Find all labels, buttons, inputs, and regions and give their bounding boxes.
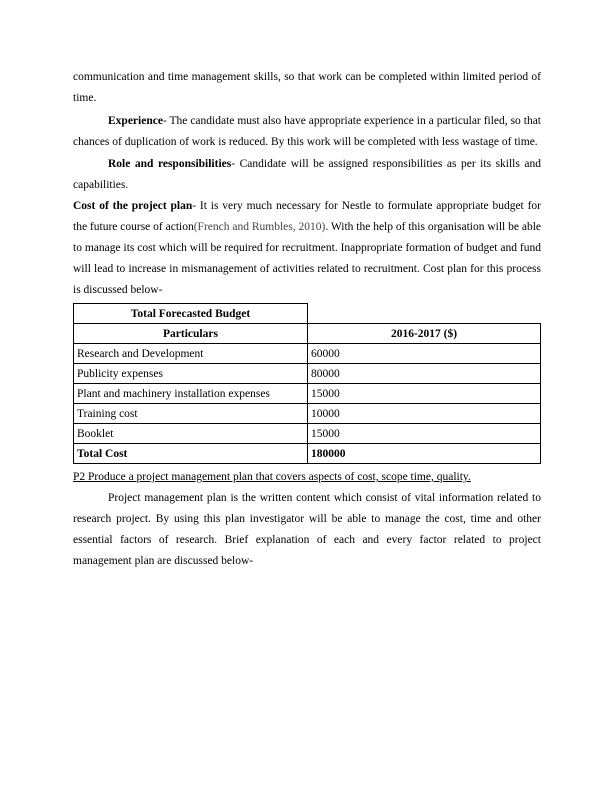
experience-text: - The candidate must also have appropriate experience in a particular filed, so that chances of duplication of work is reduced. By this work will be completed with less wastage of time. <box>73 115 541 148</box>
paragraph-role <box>73 154 541 196</box>
document-page <box>73 67 541 572</box>
row-amount: 15000 <box>308 424 541 444</box>
table-row <box>74 364 541 384</box>
row-item: Booklet <box>74 424 308 444</box>
table-row <box>74 384 541 404</box>
row-amount: 15000 <box>308 384 541 404</box>
paragraph-experience <box>73 111 541 153</box>
role-label: Role and responsibilities <box>108 158 232 170</box>
row-item: Publicity expenses <box>74 364 308 384</box>
paragraph-skills: communication and time management skills, so that work can be completed within limited period of time. <box>73 71 541 104</box>
table-header-row <box>74 324 541 344</box>
section-heading: P2 Produce a project management plan that covers aspects of cost, scope time, quality. <box>73 471 471 483</box>
paragraph-cost-plan <box>73 196 541 301</box>
paragraph-project-management: Project management plan is the written content which consist of vital information related to research project. By using this plan investigator will be able to manage the cost, time and other essential factors of research. Brief explanation of each and every factor related to project management plan are discussed below- <box>73 492 541 567</box>
row-item: Plant and machinery installation expenses <box>74 384 308 404</box>
row-item: Training cost <box>74 404 308 424</box>
cost-plan-text-a: - It is very much necessary for Nestle to formulate appropriate budget for the future course of action <box>73 200 541 233</box>
total-label: Total Cost <box>74 444 308 464</box>
table-title-row <box>74 304 541 324</box>
cost-plan-label: Cost of the project plan <box>73 200 193 212</box>
row-amount: 10000 <box>308 404 541 424</box>
experience-label: Experience <box>108 115 163 127</box>
table-row <box>74 344 541 364</box>
row-amount: 80000 <box>308 364 541 384</box>
total-amount: 180000 <box>308 444 541 464</box>
citation: (French and Rumbles, 2010) <box>193 221 326 233</box>
table-title-spacer <box>308 304 541 324</box>
header-particulars: Particulars <box>74 324 308 344</box>
table-total-row <box>74 444 541 464</box>
role-text: - Candidate will be assigned responsibilities as per its skills and capabilities. <box>73 158 541 191</box>
row-amount: 60000 <box>308 344 541 364</box>
cost-plan-text-b: . With the help of this organisation will be able to manage its cost which will be required for recruitment. Inappropriate formation of budget and fund will lead to increase in mismanagement of activities related to recruitment. Cost plan for this process is discussed below- <box>73 221 541 296</box>
table-row <box>74 404 541 424</box>
table-row <box>74 424 541 444</box>
row-item: Research and Development <box>74 344 308 364</box>
budget-table <box>73 303 541 464</box>
table-title: Total Forecasted Budget <box>74 304 308 324</box>
header-year: 2016-2017 ($) <box>308 324 541 344</box>
